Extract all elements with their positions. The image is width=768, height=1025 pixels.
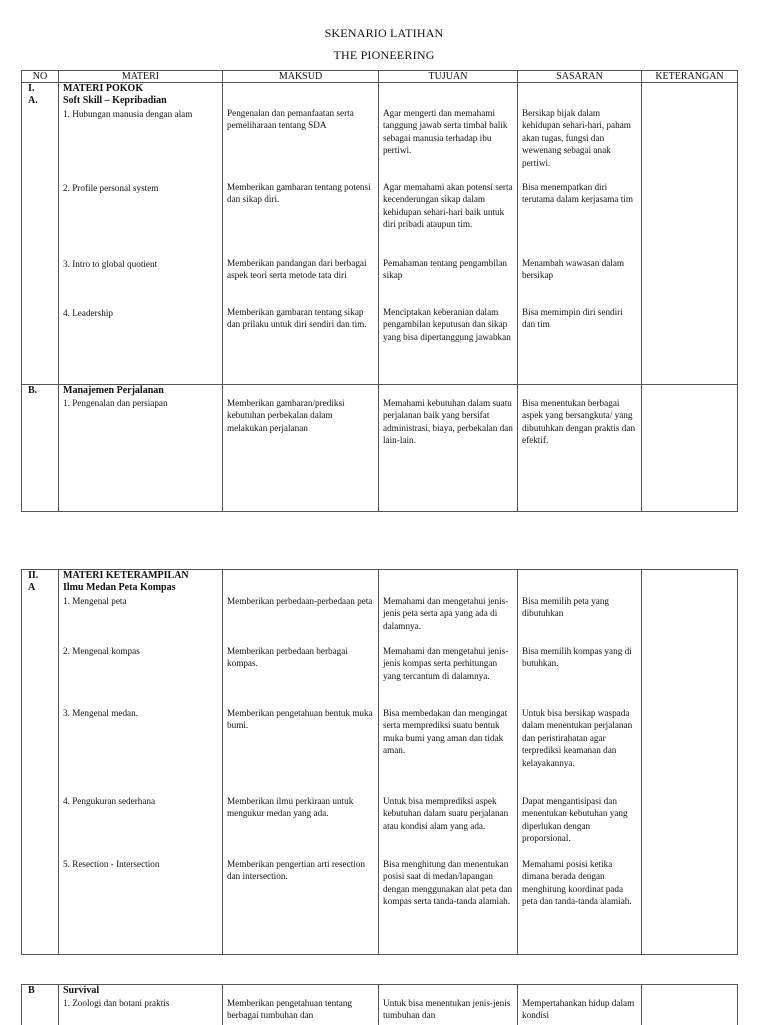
materi-cell: [59, 570, 223, 955]
sasaran-cell: [518, 985, 642, 1025]
section-row: [22, 385, 738, 512]
list-item: 1. Zoologi dan botani praktis: [63, 998, 170, 1009]
row-number: B: [22, 985, 59, 1025]
tujuan-cell: [379, 83, 518, 385]
maksud-cell: [223, 985, 379, 1025]
subsection-heading: Manajemen Perjalanan: [63, 385, 164, 396]
materi-cell: [59, 385, 223, 512]
list-item: Bisa membedakan dan mengingat serta memprediksi suatu bentuk muka bumi yang aman dan tidak aman.: [383, 708, 508, 756]
sasaran-cell: [518, 385, 642, 512]
maksud-cell: [223, 570, 379, 955]
keterangan-cell: [642, 985, 738, 1025]
keterangan-cell: [642, 385, 738, 512]
list-item: 4. Leadership: [63, 307, 114, 318]
list-item: Untuk bisa bersikap waspada dalam menentukan perjalanan dan peristirahatan agar terprediksi keamanan dan kelayakannya.: [522, 708, 633, 768]
list-item: Bisa menghitung dan menentukan posisi saat di medan/lapangan dengan menggunakan alat peta dan kompas serta tanda-tanda alamiah.: [383, 859, 513, 907]
list-item: Untuk bisa menentukan jenis-jenis tumbuhan dan: [383, 998, 511, 1021]
list-item: Memberikan perbedaan berbagai kompas.: [227, 646, 348, 669]
subsection-heading: Soft Skill – Kepribadian: [63, 95, 167, 107]
sasaran-cell: [518, 570, 642, 955]
col-header-keterangan: KETERANGAN: [642, 71, 738, 83]
list-item: Memahami dan mengetahui jenis-jenis peta serta apa yang ada di dalamnya.: [383, 596, 509, 631]
list-item: Menciptakan keberanian dalam pengambilan keputusan dan sikap yang bisa dipertanggung jawabkan: [383, 307, 511, 342]
list-item: 5. Resection - Intersection: [63, 858, 160, 869]
list-item: 3. Intro to global quotient: [63, 258, 158, 269]
list-item: Memberikan pandangan dari berbagai aspek teori serta metode tata diri: [227, 258, 367, 281]
row-number: [22, 83, 59, 385]
subsection-number: A: [28, 582, 36, 594]
list-item: Bisa menempatkan diri terutama dalam kerjasama tim: [522, 182, 633, 205]
section-number: I.: [28, 83, 35, 94]
materi-cell: [59, 985, 223, 1025]
section-heading: MATERI KETERAMPILAN: [63, 570, 189, 581]
list-item: Memberikan perbedaan-perbedaan peta: [227, 596, 373, 606]
col-header-materi: MATERI: [59, 71, 223, 83]
list-item: Bisa menentukan berbagai aspek yang bersangkuta/ yang dibutuhkan dengan praktis dan efektif.: [522, 398, 636, 446]
list-item: Memahami posisi ketika dimana berada dengan menghitung koordinat pada peta dan tanda-tanda alamiah.: [522, 859, 632, 907]
maksud-cell: [223, 83, 379, 385]
document-title: SKENARIO LATIHAN: [324, 26, 444, 40]
tujuan-cell: [379, 385, 518, 512]
list-item: 2. Profile personal system: [63, 182, 159, 193]
list-item: 1. Pengenalan dan persiapan: [63, 398, 168, 409]
list-item: 1. Mengenal peta: [63, 595, 127, 606]
list-item: Memahami kebutuhan dalam suatu perjalanan baik yang bersifat administrasi, biaya, perbekalan dan lain-lain.: [383, 398, 513, 446]
col-header-tujuan: TUJUAN: [379, 71, 518, 83]
section-row: [22, 570, 738, 955]
list-item: 1. Hubungan manusia dengan alam: [63, 108, 193, 119]
list-item: Memberikan pengetahuan bentuk muka bumi.: [227, 708, 373, 731]
list-item: Memahami dan mengetahui jenis-jenis kompas serta perhitungan yang tercantum di dalamnya.: [383, 646, 509, 681]
list-item: 3. Mengenal medan.: [63, 707, 139, 718]
document-subtitle: THE PIONEERING: [333, 48, 435, 62]
list-item: Dapat mengantisipasi dan menentukan kebutuhan yang diperlukan dengan proporsional.: [522, 796, 628, 844]
list-item: 2. Mengenal kompas: [63, 645, 140, 656]
subsection-number: A.: [28, 95, 38, 107]
subsection-heading: Survival: [63, 985, 100, 996]
list-item: Bisa memilih kompas yang di butuhkan.: [522, 646, 632, 669]
section-row: [22, 985, 738, 1025]
list-item: Memberikan gambaran tentang potensi dan sikap diri.: [227, 182, 371, 205]
list-item: Untuk bisa memprediksi aspek kebutuhan dalam suatu perjalanan atau kondisi alam yang ada.: [383, 796, 509, 831]
list-item: Memberikan pengertian arti resection dan intersection.: [227, 859, 366, 882]
header-row: [22, 71, 738, 83]
keterangan-cell: [642, 570, 738, 955]
materi-cell: [59, 83, 223, 385]
tujuan-cell: [379, 985, 518, 1025]
col-header-maksud: MAKSUD: [223, 71, 379, 83]
list-item: Agar mengerti dan memahami tanggung jawab serta timbal balik sebagai manusia terhadap ibu pertiwi.: [383, 108, 508, 156]
training-table-1: [21, 70, 738, 512]
list-item: Memberikan ilmu perkiraan untuk mengukur medan yang ada.: [227, 796, 354, 819]
row-number: B.: [22, 385, 59, 512]
sasaran-cell: [518, 83, 642, 385]
tujuan-cell: [379, 570, 518, 955]
list-item: 4. Pengukuran sederhana: [63, 795, 156, 806]
list-item: Pengenalan dan pemanfaatan serta pemeliharaan tentang SDA: [227, 108, 354, 131]
list-item: Memberikan gambaran tentang sikap dan prilaku untuk diri sendiri dan tim.: [227, 307, 367, 330]
col-header-no: NO: [22, 71, 59, 83]
list-item: Agar memahami akan potensi serta kecenderungan sikap dalam kehidupan sehari-hari baik untuk diri pribadi ataupun tim.: [383, 182, 513, 230]
list-item: Pemahaman tentang pengambilan sikap: [383, 258, 507, 281]
list-item: Bisa memimpin diri sendiri dan tim: [522, 307, 623, 330]
keterangan-cell: [642, 83, 738, 385]
list-item: Bersikap bijak dalam kehidupan sehari-hari, paham akan tugas, fungsi dan wewenang sebagai anak pertiwi.: [522, 108, 631, 168]
section-row: [22, 83, 738, 385]
section-heading: MATERI POKOK: [63, 83, 144, 94]
training-table-2: [21, 569, 738, 955]
list-item: Mempertahankan hidup dalam kondisi: [522, 998, 635, 1021]
list-item: Bisa memilih peta yang dibutuhkan: [522, 596, 610, 619]
row-number: [22, 570, 59, 955]
section-number: II.: [28, 570, 39, 581]
list-item: Memberikan gambaran/prediksi kebutuhan perbekalan dalam melakukan perjalanan: [227, 398, 345, 433]
subsection-heading: Ilmu Medan Peta Kompas: [63, 582, 176, 594]
training-table-3: [21, 984, 738, 1025]
maksud-cell: [223, 385, 379, 512]
list-item: Menambah wawasan dalam bersikap: [522, 258, 625, 281]
col-header-sasaran: SASARAN: [518, 71, 642, 83]
list-item: Memberikan pengetahuan tentang berbagai tumbuhan dan: [227, 998, 353, 1021]
